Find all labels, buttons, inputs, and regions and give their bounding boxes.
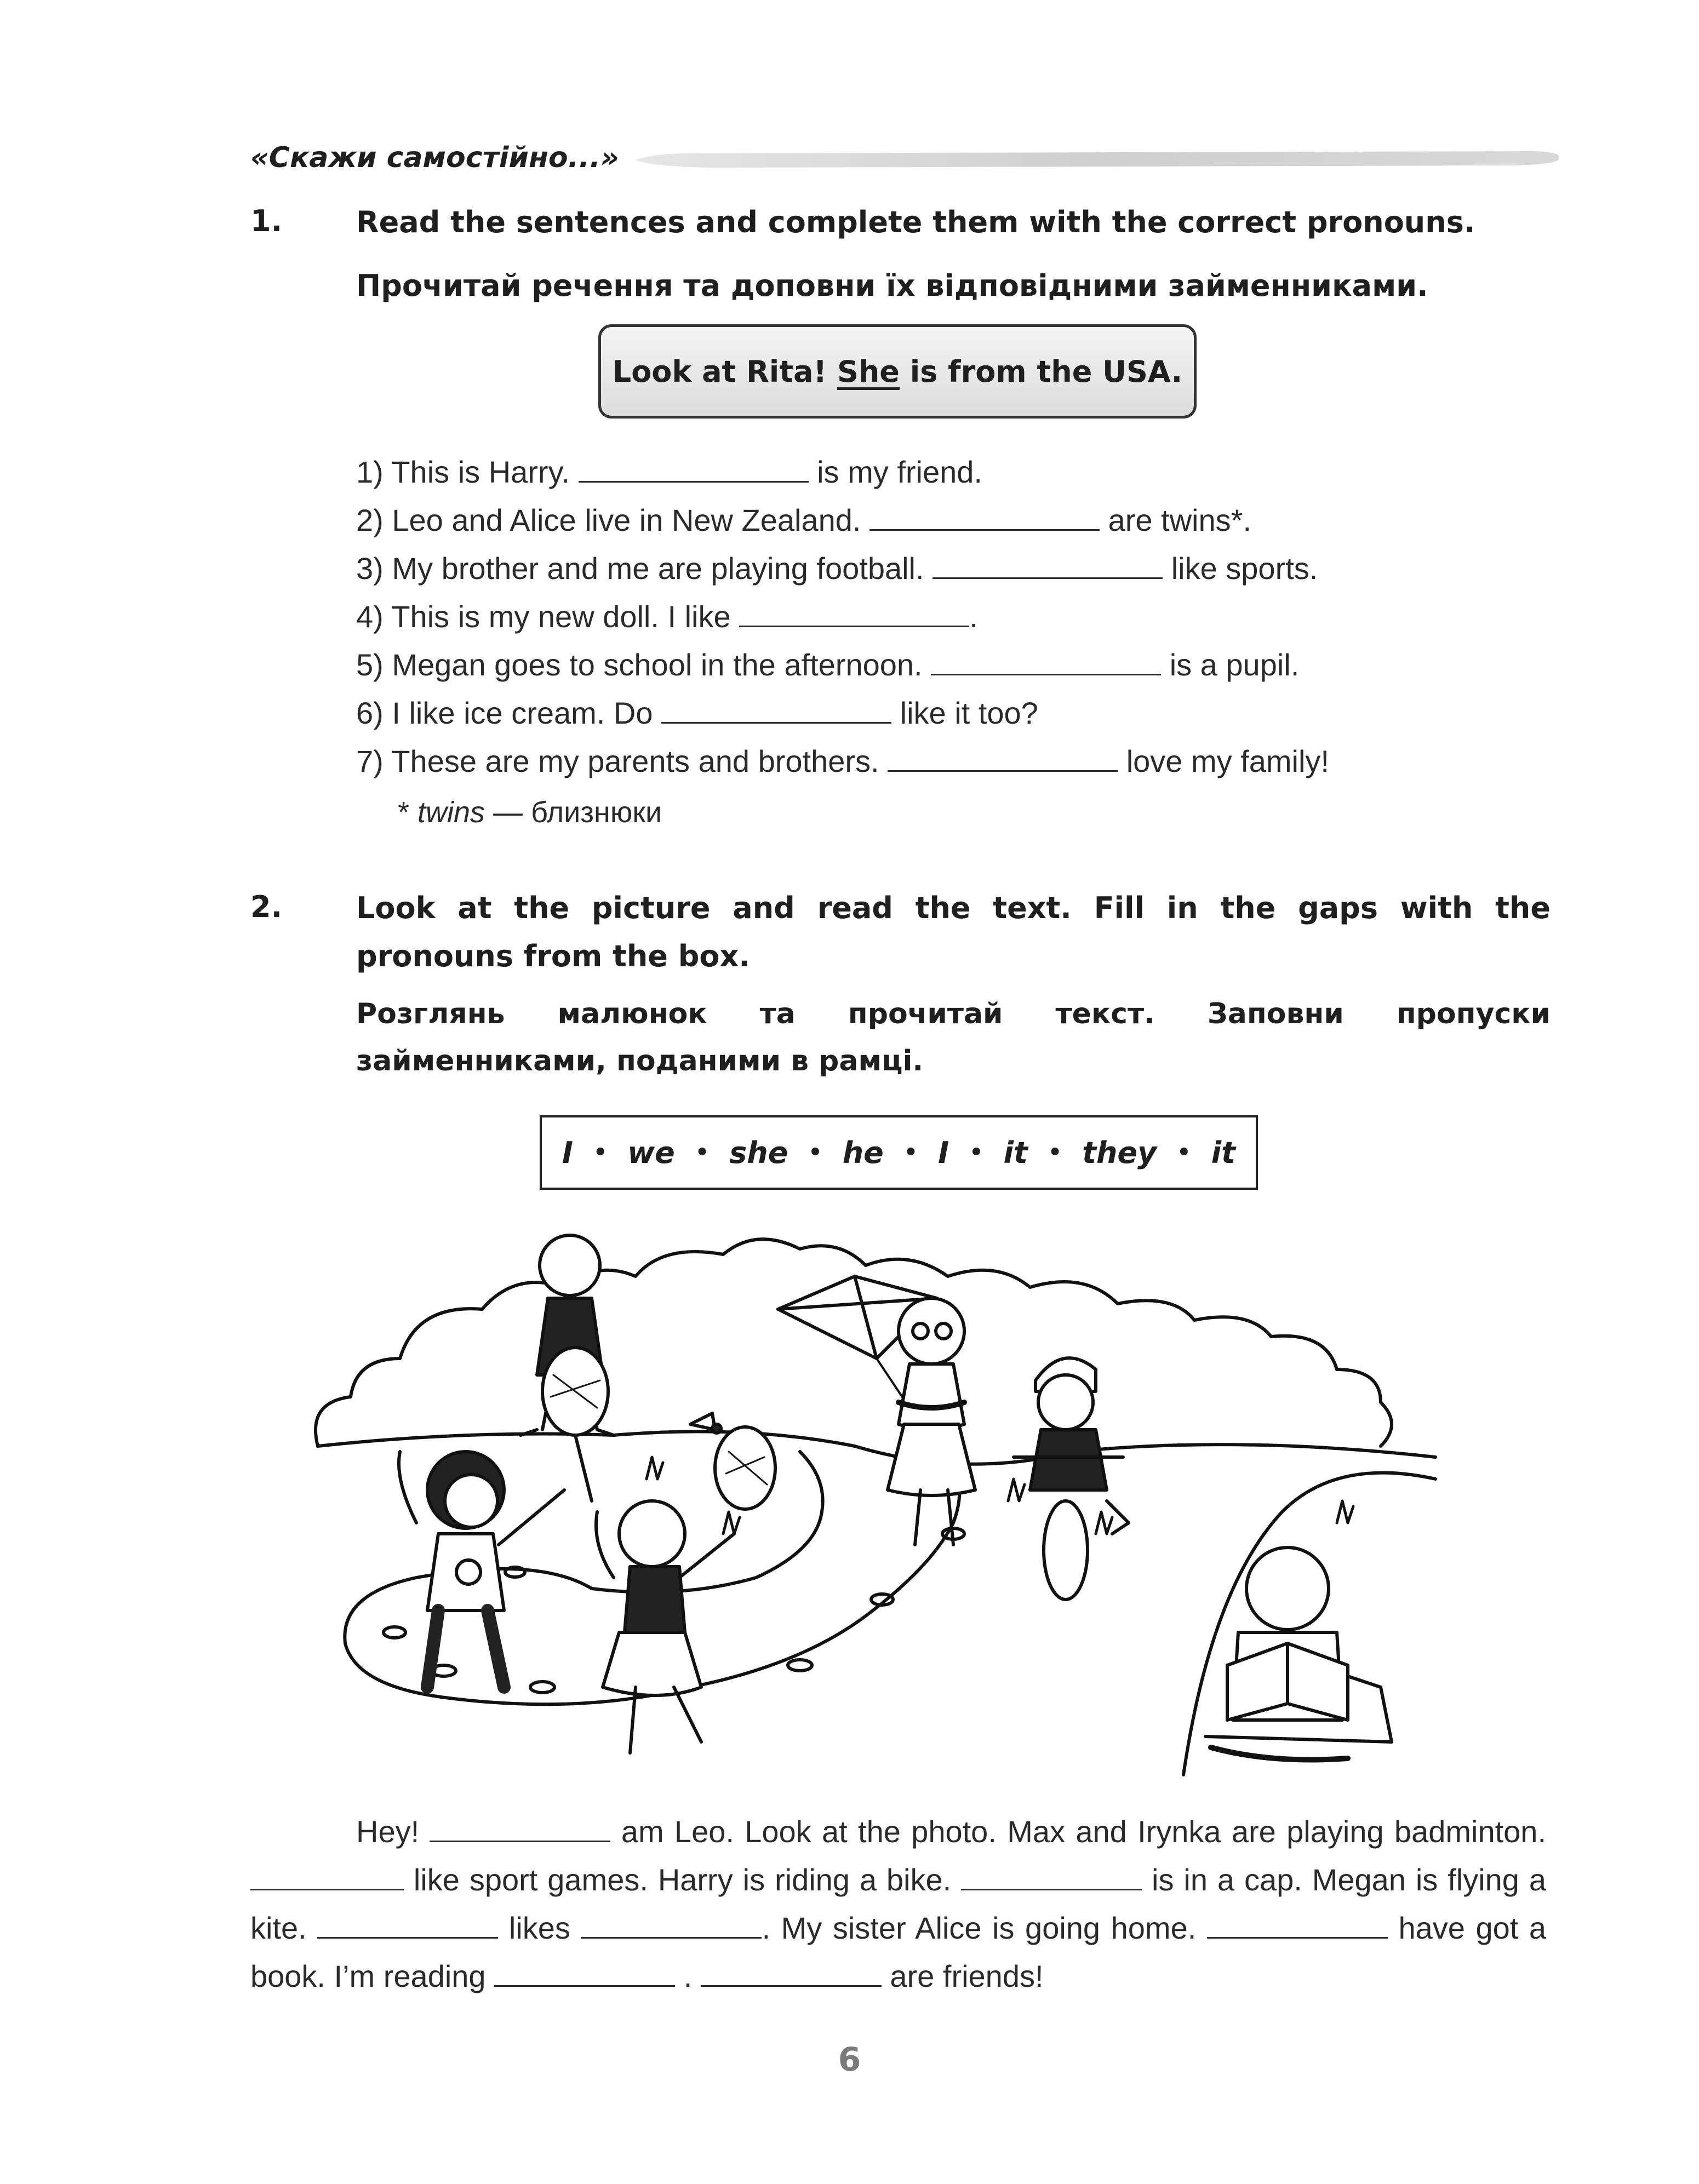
page-number: 6 xyxy=(838,2040,861,2079)
pronoun-word: it xyxy=(1003,1135,1028,1170)
answer-blank[interactable] xyxy=(581,1910,762,1939)
sentence-text: My brother and me are playing football. xyxy=(392,551,924,586)
task-2-instruction-uk: Розглянь малюнок та прочитай текст. Заповни пропуски займенниками, поданими в рамці. xyxy=(356,998,1551,1077)
pronoun-word: it xyxy=(1211,1135,1235,1170)
sentence-text: love my family! xyxy=(1126,744,1329,778)
task-2-instruction-en: Look at the picture and read the text. Fill in the gaps with the pronouns from the box. xyxy=(356,891,1551,973)
sentence-text: I like ice cream. Do xyxy=(392,696,653,730)
answer-blank[interactable] xyxy=(579,452,809,483)
sentence-item xyxy=(356,496,1561,544)
pronoun-word: I xyxy=(938,1135,949,1170)
sentence-text: like it too? xyxy=(900,696,1038,730)
task-1-instruction-uk: Прочитай речення та доповни їх відповідними займенниками. xyxy=(356,268,1428,303)
sentence-item xyxy=(356,641,1561,689)
answer-blank[interactable] xyxy=(961,1861,1142,1890)
example-pronoun: She xyxy=(837,354,900,389)
task-1-number: 1. xyxy=(250,204,283,238)
bullet-separator: • xyxy=(593,1140,608,1165)
sentence-item xyxy=(356,737,1561,786)
gap-text-segment: . My sister Alice is going home. xyxy=(762,1911,1197,1945)
gap-text-segment: is in a cap. Megan is flying a kite. xyxy=(250,1862,1547,1945)
footnote-star: * xyxy=(398,796,418,829)
bush-outline xyxy=(316,1239,1392,1446)
girl-megan xyxy=(888,1298,975,1545)
pronoun-word: she xyxy=(729,1135,788,1170)
sentence-number: 7) xyxy=(356,744,384,778)
sentence-text: This is my new doll. I like xyxy=(391,599,731,634)
answer-blank[interactable] xyxy=(739,597,969,627)
pronoun-word: we xyxy=(627,1135,675,1170)
sentence-text: are twins*. xyxy=(1108,503,1251,537)
example-after: is from the USA. xyxy=(899,354,1183,389)
sentence-text: This is Harry. xyxy=(391,455,570,489)
header-brush-stroke xyxy=(636,148,1561,170)
answer-blank[interactable] xyxy=(494,1958,675,1987)
sentence-text: is my friend. xyxy=(817,455,982,489)
boy-harry-on-bike xyxy=(1014,1358,1129,1600)
sentence-text: Leo and Alice live in New Zealand. xyxy=(392,503,861,537)
gap-text-segment: likes xyxy=(508,1911,570,1945)
sentence-item xyxy=(356,448,1561,496)
sentence-number: 5) xyxy=(356,647,384,682)
sentence-item xyxy=(356,544,1561,593)
sentence-number: 1) xyxy=(356,455,384,489)
example-box xyxy=(598,324,1197,419)
bullet-separator: • xyxy=(1048,1140,1062,1165)
park-illustration xyxy=(307,1194,1446,1786)
sentence-text: These are my parents and brothers. xyxy=(391,744,879,778)
pronoun-word: they xyxy=(1082,1135,1157,1170)
bullet-separator: • xyxy=(808,1140,822,1165)
task-1-instruction-en: Read the sentences and complete them with the correct pronouns. xyxy=(356,205,1475,239)
section-title: «Скажи самостійно...» xyxy=(250,141,619,174)
footnote xyxy=(398,795,662,829)
answer-blank[interactable] xyxy=(869,501,1100,531)
gap-text-segment: have got a book. I’m reading xyxy=(250,1911,1547,1993)
footnote-translation: — близнюки xyxy=(485,796,662,829)
gap-text-segment: Hey! xyxy=(356,1814,420,1849)
pronoun-box xyxy=(540,1115,1258,1190)
footnote-term: twins xyxy=(417,796,485,829)
sentence-text: is a pupil. xyxy=(1169,647,1300,682)
sentence-text: . xyxy=(969,599,978,634)
sentence-number: 4) xyxy=(356,599,384,634)
sentence-number: 3) xyxy=(356,551,384,586)
bullet-separator: • xyxy=(1177,1140,1191,1165)
bullet-separator: • xyxy=(903,1140,918,1165)
answer-blank[interactable] xyxy=(661,693,891,724)
boy-max xyxy=(399,1348,608,1687)
answer-blank[interactable] xyxy=(701,1958,882,1987)
boy-leo-reading xyxy=(1205,1547,1392,1760)
answer-blank[interactable] xyxy=(317,1910,498,1939)
sentence-text: like sports. xyxy=(1171,551,1318,586)
bullet-separator: • xyxy=(969,1140,983,1165)
bullet-separator: • xyxy=(695,1140,710,1165)
sentence-item xyxy=(356,593,1561,641)
answer-blank[interactable] xyxy=(430,1813,610,1842)
answer-blank[interactable] xyxy=(1207,1910,1388,1939)
gap-text-segment: . xyxy=(683,1959,693,1993)
gap-text-segment: like sport games. Harry is riding a bike. xyxy=(413,1862,952,1897)
gap-text-segment: are friends! xyxy=(890,1959,1044,1993)
gap-text-paragraph xyxy=(250,1808,1546,2000)
sentence-number: 2) xyxy=(356,503,384,537)
sentence-item xyxy=(356,689,1561,737)
task-2-number: 2. xyxy=(250,890,283,924)
sentence-list xyxy=(356,448,1561,786)
sentence-text: Megan goes to school in the afternoon. xyxy=(392,647,923,682)
answer-blank[interactable] xyxy=(931,645,1161,675)
answer-blank[interactable] xyxy=(250,1861,404,1890)
gap-text-segment: am Leo. Look at the photo. Max and Irynka are playing badminton. xyxy=(621,1814,1546,1849)
answer-blank[interactable] xyxy=(888,742,1118,772)
example-before: Look at Rita! xyxy=(612,354,837,389)
sentence-number: 6) xyxy=(356,696,384,730)
pronoun-word: I xyxy=(562,1135,573,1170)
pronoun-word: he xyxy=(842,1135,884,1170)
answer-blank[interactable] xyxy=(933,549,1163,579)
